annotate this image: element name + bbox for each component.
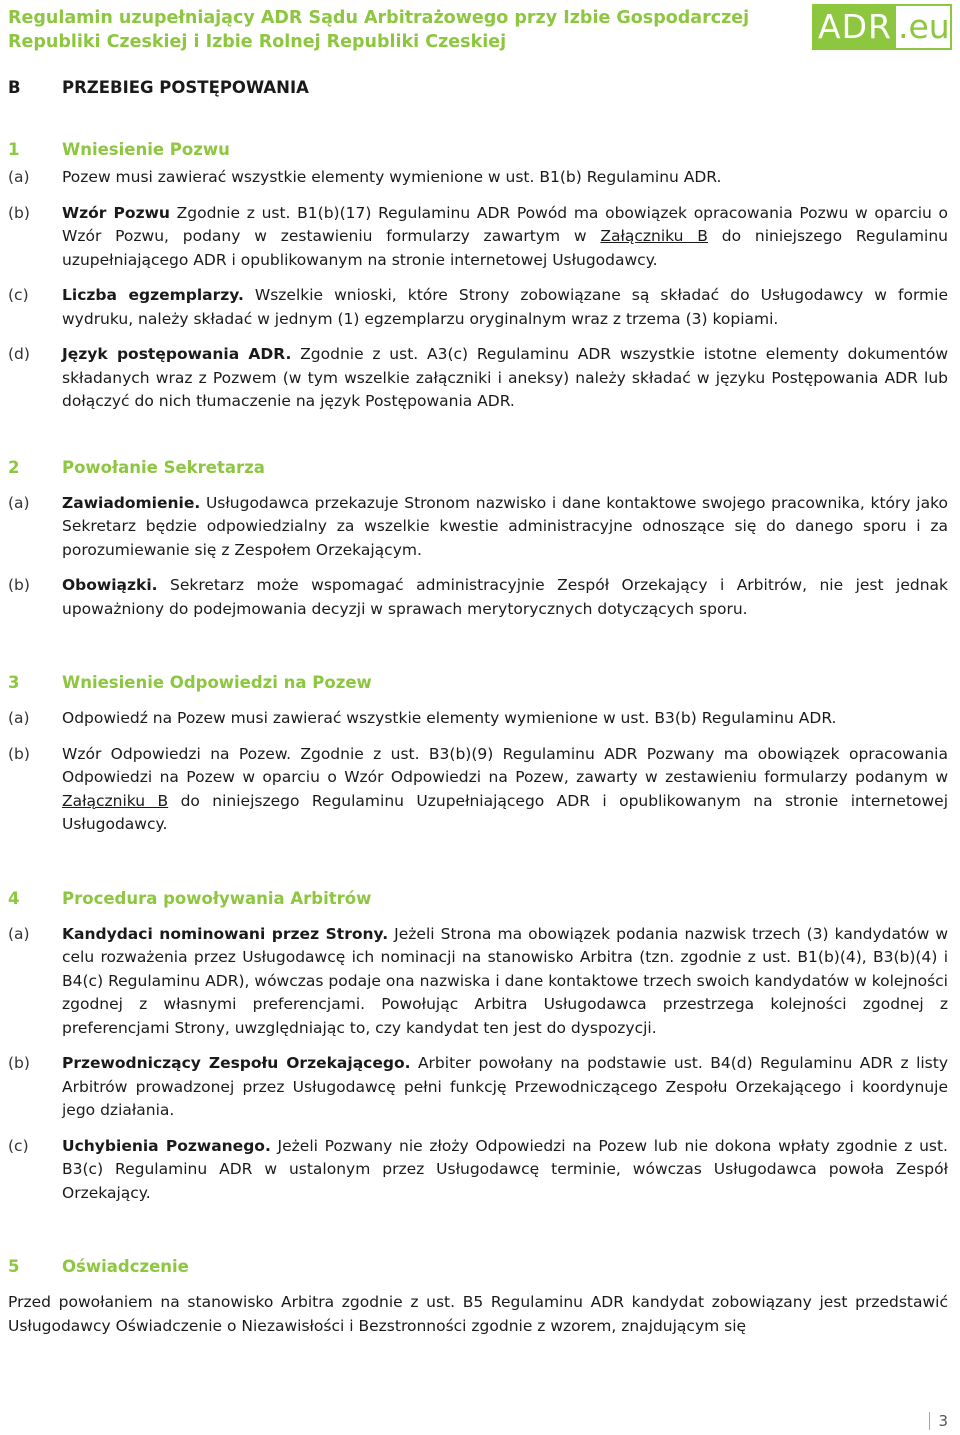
item-label: (a) — [8, 924, 30, 943]
section-3 — [8, 671, 948, 837]
list-item — [8, 574, 948, 621]
list-item — [8, 707, 948, 731]
logo-suffix-text: .eu — [898, 7, 950, 46]
item-lead: Zawiadomienie. — [62, 493, 201, 512]
document-body — [8, 70, 948, 1338]
item-lead: Język postępowania ADR. — [62, 345, 292, 363]
list-item — [8, 284, 948, 331]
item-label: (b) — [8, 203, 30, 222]
chapter-title: PRZEBIEG POSTĘPOWANIA — [62, 78, 309, 97]
item-body: Sekretarz może wspomagać administracyjnie Zespół Orzekający i Arbitrów, nie jest jednak upoważniony do podejmowania decyzji w sprawach merytorycznych dotyczących sporu. — [62, 576, 948, 618]
item-lead: Uchybienia Pozwanego. — [62, 1136, 271, 1155]
item-body-end: do niniejszego Regulaminu uzupełniającego ADR i opublikowanym na stronie internetowej Usługodawcy. — [62, 227, 948, 269]
list-item — [8, 166, 948, 190]
item-text — [62, 574, 948, 621]
list-item — [8, 743, 948, 837]
section-title: Powołanie Sekretarza — [62, 457, 265, 477]
item-body: Zgodnie z ust. A3(c) Regulaminu ADR wszystkie istotne elementy dokumentów składanych wraz z Pozwem (w tym wszelkie załączniki i aneksy) należy składać w języku Postępowania ADR lub dołączyć do nich tłumaczenie na język Postępowania ADR. — [62, 345, 948, 410]
list-item — [8, 1052, 948, 1123]
section-title: Wniesienie Pozwu — [62, 140, 230, 159]
item-label: (d) — [8, 345, 30, 363]
item-text — [62, 492, 948, 563]
section-title: Procedura powoływania Arbitrów — [62, 888, 372, 908]
item-lead: Kandydaci nominowani przez Strony. — [62, 924, 389, 943]
chapter-letter: B — [8, 78, 21, 97]
section-1 — [8, 138, 948, 414]
item-body-end: do niniejszego Regulaminu Uzupełniającego ADR i opublikowanym na stronie internetowej Usługodawcy. — [62, 791, 948, 833]
logo-main-text: ADR — [814, 6, 896, 48]
item-body: Wzór Odpowiedzi na Pozew. Zgodnie z ust. B3(b)(9) Regulaminu ADR Pozwany ma obowiązek opracowania Odpowiedzi na Pozew w oparciu o Wzór Odpowiedzi na Pozew, zawarty w zestawieniu formularzy podanym w — [62, 744, 948, 786]
section-5 — [8, 1255, 948, 1338]
item-text — [62, 1052, 948, 1123]
item-text: Pozew musi zawierać wszystkie elementy wymienione w ust. B1(b) Regulaminu ADR. — [62, 168, 722, 186]
adr-eu-logo — [812, 4, 952, 50]
item-body: Wszelkie wnioski, które Strony zobowiązane są składać do Usługodawcy w formie wydruku, należy składać w jednym (1) egzemplarzu oryginalnym wraz z trzema (3) kopiami. — [62, 286, 949, 328]
section-heading — [8, 671, 948, 695]
page-header — [8, 4, 952, 58]
list-item — [8, 923, 948, 1041]
item-lead: Przewodniczący Zespołu Orzekającego. — [62, 1054, 411, 1072]
section-4 — [8, 887, 948, 1206]
section-heading — [8, 138, 948, 162]
item-text — [62, 284, 948, 331]
item-label: (b) — [8, 576, 30, 594]
item-text — [62, 343, 948, 414]
list-item — [8, 1135, 948, 1206]
item-body: Arbiter powołany na podstawie ust. B4(d) Regulaminu ADR z listy Arbitrów prowadzonej przez Usługodawcę pełni funkcję Przewodniczącego Zespołu Orzekającego i koordynuje jego działania. — [62, 1054, 949, 1119]
chapter-heading — [8, 76, 948, 100]
item-text: Odpowiedź na Pozew musi zawierać wszystkie elementy wymienione w ust. B3(b) Regulaminu ADR. — [62, 709, 837, 727]
section-number: 2 — [8, 457, 20, 477]
page-number: 3 — [929, 1412, 948, 1430]
section-number: 5 — [8, 1257, 20, 1276]
item-text — [62, 923, 948, 1041]
section-heading — [8, 887, 948, 911]
item-body: Jeżeli Strona ma obowiązek podania nazwisk trzech (3) kandydatów w celu rozważenia przez Usługodawcę ich nominacji na stanowisko Arbitra (tzn. zgodnie z ust. B1(b)(4), B3(b)(4) i B4(c) Regulaminu ADR), wówczas podaje ona nazwiska i dane kontaktowe trzech swoich kandydatów w kolejności zgodnej z własnymi preferencjami. Powołując Arbitra Usługodawca przestrzega kolejności zgodnej z preferencjami Strony, uwzględniając to, czy kandydat ten jest do dyspozycji. — [62, 924, 948, 1037]
section-number: 3 — [8, 673, 20, 692]
item-lead: Obowiązki. — [62, 576, 158, 594]
item-label: (a) — [8, 168, 30, 186]
section-title: Wniesienie Odpowiedzi na Pozew — [62, 673, 372, 692]
item-label: (a) — [8, 709, 30, 727]
annex-b-link[interactable]: Załączniku B — [600, 227, 708, 245]
item-label: (a) — [8, 493, 30, 512]
item-body: Jeżeli Pozwany nie złoży Odpowiedzi na Pozew lub nie dokona wpłaty zgodnie z ust. B3(c) Regulaminu ADR w ustalonym przez Usługodawcę terminie, wówczas Usługodawca powoła Zespół Orzekający. — [62, 1136, 948, 1202]
item-body: Zgodnie z ust. B1(b)(17) Regulaminu ADR Powód ma obowiązek opracowania Pozwu w oparciu o Wzór Pozwu, podany w zestawieniu formularzy zawartym w — [62, 203, 948, 245]
section-heading — [8, 456, 948, 480]
item-label: (b) — [8, 744, 30, 763]
section-2 — [8, 456, 948, 622]
document-title-line-2: Republiki Czeskiej i Izbie Rolnej Republiki Czeskiej — [8, 32, 507, 52]
list-item — [8, 343, 948, 414]
section-paragraph: Przed powołaniem na stanowisko Arbitra zgodnie z ust. B5 Regulaminu ADR kandydat zobowiązany jest przedstawić Usługodawcy Oświadczenie o Niezawisłości i Bezstronności zgodnie z wzorem, znajdującym się — [8, 1293, 948, 1335]
list-item — [8, 492, 948, 563]
item-text — [62, 202, 948, 273]
item-lead: Liczba egzemplarzy. — [62, 286, 244, 304]
section-number: 1 — [8, 140, 20, 159]
document-title-line-1: Regulamin uzupełniający ADR Sądu Arbitrażowego przy Izbie Gospodarczej — [8, 8, 750, 28]
item-text — [62, 743, 948, 837]
annex-b-link[interactable]: Załączniku B — [62, 791, 169, 810]
item-body: Usługodawca przekazuje Stronom nazwisko i dane kontaktowe swojego pracownika, który jako Sekretarz będzie odpowiedzialny za wszelkie kwestie administracyjne odnoszące się do danego sporu i za porozumiewanie się z Zespołem Orzekającym. — [62, 493, 948, 559]
document-title — [8, 6, 788, 54]
item-text — [62, 1135, 948, 1206]
section-number: 4 — [8, 888, 20, 908]
section-title: Oświadczenie — [62, 1257, 189, 1276]
item-label: (b) — [8, 1054, 30, 1072]
item-label: (c) — [8, 1136, 29, 1155]
item-lead: Wzór Pozwu — [62, 203, 170, 222]
list-item — [8, 202, 948, 273]
section-heading — [8, 1255, 948, 1279]
item-label: (c) — [8, 286, 29, 304]
